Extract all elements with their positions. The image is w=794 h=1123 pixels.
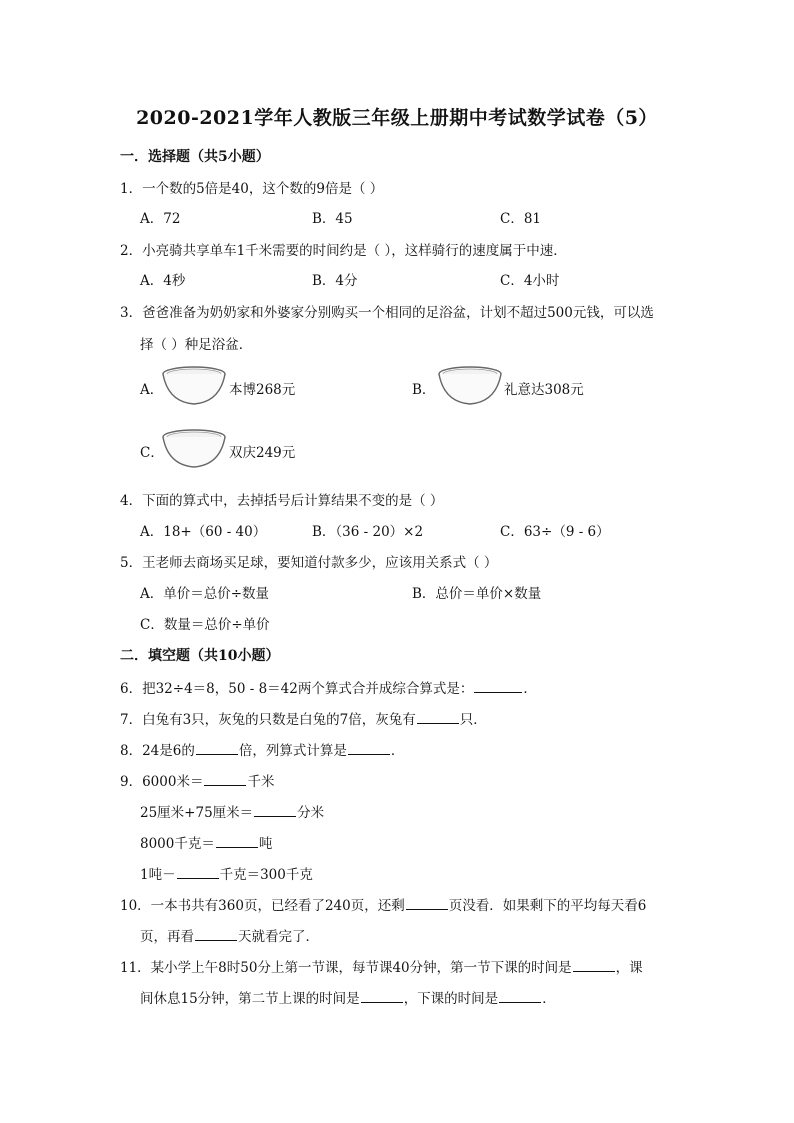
question-5-stem: 5．王老师去商场买足球，要知道付款多少，应该用关系式（ ）	[120, 555, 498, 571]
question-9-text: 9．6000米＝	[120, 774, 204, 790]
question-9-unit: 吨	[258, 836, 273, 852]
question-1-option-b: B．45	[312, 211, 353, 227]
question-5-option-b: B．总价＝单价×数量	[412, 586, 542, 602]
question-10-text-end: 页没看．如果剩下的平均每天看6	[448, 898, 647, 914]
question-7-text: 7．白兔有3只，灰兔的只数是白兔的7倍，灰兔有	[120, 712, 416, 728]
page-title: 2020-2021学年人教版三年级上册期中考试数学试卷（5）	[136, 107, 658, 129]
section-heading-fill: 二．填空题（共10小题）	[120, 648, 280, 664]
question-11-text: 间休息15分钟，第二节上课的时间是	[140, 991, 360, 1007]
question-3-option-b-letter: B．	[412, 382, 436, 398]
question-3-option-a-label: 本博268元	[229, 382, 296, 398]
foot-bath-image-b	[436, 364, 504, 408]
answer-blank[interactable]	[254, 804, 296, 817]
question-4-option-a: A．18+（60 - 40）	[140, 524, 267, 540]
question-2-stem: 2．小亮骑共享单车1千米需要的时间约是（ ），这样骑行的速度属于中速．	[120, 243, 567, 259]
question-4-stem: 4．下面的算式中，去掉括号后计算结果不变的是（ ）	[120, 493, 444, 509]
question-1-option-c: C．81	[500, 211, 542, 227]
answer-blank[interactable]	[216, 835, 258, 848]
question-11-text-mid: ，下课的时间是	[403, 991, 499, 1007]
answer-blank[interactable]	[195, 928, 237, 941]
question-9-line-3	[140, 832, 272, 852]
question-9-unit: 分米	[297, 805, 325, 821]
answer-blank[interactable]	[177, 866, 219, 879]
question-10-line-2	[140, 925, 319, 945]
question-2-option-b: B．4分	[312, 273, 358, 289]
question-7	[120, 708, 487, 728]
question-10-text: 10．一本书共有360页，已经看了240页，还剩	[120, 898, 405, 914]
question-6	[120, 677, 537, 697]
question-6-end: ．	[523, 681, 537, 697]
question-11-line-2	[140, 987, 556, 1007]
question-1-option-a: A．72	[140, 211, 181, 227]
question-8	[120, 739, 404, 759]
question-2-option-a: A．4秒	[140, 273, 186, 289]
question-9-line-2	[140, 801, 324, 821]
question-3-option-c-label: 双庆249元	[229, 445, 296, 461]
question-9-text: 25厘米+75厘米＝	[140, 805, 254, 821]
question-10-line-1	[120, 894, 646, 914]
question-3-option-b-label: 礼意达308元	[504, 382, 584, 398]
question-4-option-b: B．（36 - 20）×2	[312, 524, 424, 540]
question-8-end: ．	[390, 743, 405, 759]
question-1-stem: 1．一个数的5倍是40，这个数的9倍是（ ）	[120, 181, 384, 197]
question-5-option-c: C．数量＝总价÷单价	[140, 617, 270, 633]
question-3-option-c-letter: C．	[140, 445, 164, 461]
answer-blank[interactable]	[348, 742, 390, 755]
question-11-text-end: ．	[542, 991, 556, 1007]
question-11-line-1	[120, 956, 643, 976]
question-11-text-end: ，课	[615, 960, 643, 976]
answer-blank[interactable]	[361, 990, 403, 1003]
section-heading-choice: 一．选择题（共5小题）	[120, 149, 270, 165]
question-9-line-4	[140, 863, 313, 883]
foot-bath-image-a	[160, 364, 228, 408]
foot-bath-image-c	[160, 427, 228, 471]
question-7-end: 只．	[459, 712, 487, 728]
answer-blank[interactable]	[406, 897, 448, 910]
question-11-text: 11．某小学上午8时50分上第一节课，每节课40分钟，第一节下课的时间是	[120, 960, 572, 976]
answer-blank[interactable]	[474, 680, 522, 693]
answer-blank[interactable]	[417, 711, 459, 724]
question-8-text: 8．24是6的	[120, 743, 195, 759]
question-3-stem-line-1: 3．爸爸准备为奶奶家和外婆家分别购买一个相同的足浴盆，计划不超过500元钱，可以选	[120, 305, 654, 321]
question-4-option-c: C．63÷（9 - 6）	[500, 524, 610, 540]
question-9-text: 1吨－	[140, 867, 176, 883]
question-9-unit: 千米	[247, 774, 275, 790]
question-6-text: 6．把32÷4＝8，50 - 8＝42两个算式合并成综合算式是：	[120, 681, 474, 697]
question-3-stem-line-2: 择（ ）种足浴盆．	[140, 337, 253, 353]
question-2-option-c: C．4小时	[500, 273, 560, 289]
question-9-text: 8000千克＝	[140, 836, 215, 852]
answer-blank[interactable]	[573, 959, 615, 972]
question-9-line-1	[120, 770, 274, 790]
answer-blank[interactable]	[196, 742, 238, 755]
question-3-option-a-letter: A．	[140, 382, 164, 398]
question-8-mid: 倍，列算式计算是	[238, 743, 347, 759]
question-9-unit: 千克＝300千克	[219, 867, 313, 883]
question-5-option-a: A．单价＝总价÷数量	[140, 586, 270, 602]
question-10-text-end: 天就看完了．	[238, 929, 319, 945]
answer-blank[interactable]	[499, 990, 541, 1003]
answer-blank[interactable]	[204, 773, 246, 786]
question-10-text: 页，再看	[140, 929, 194, 945]
